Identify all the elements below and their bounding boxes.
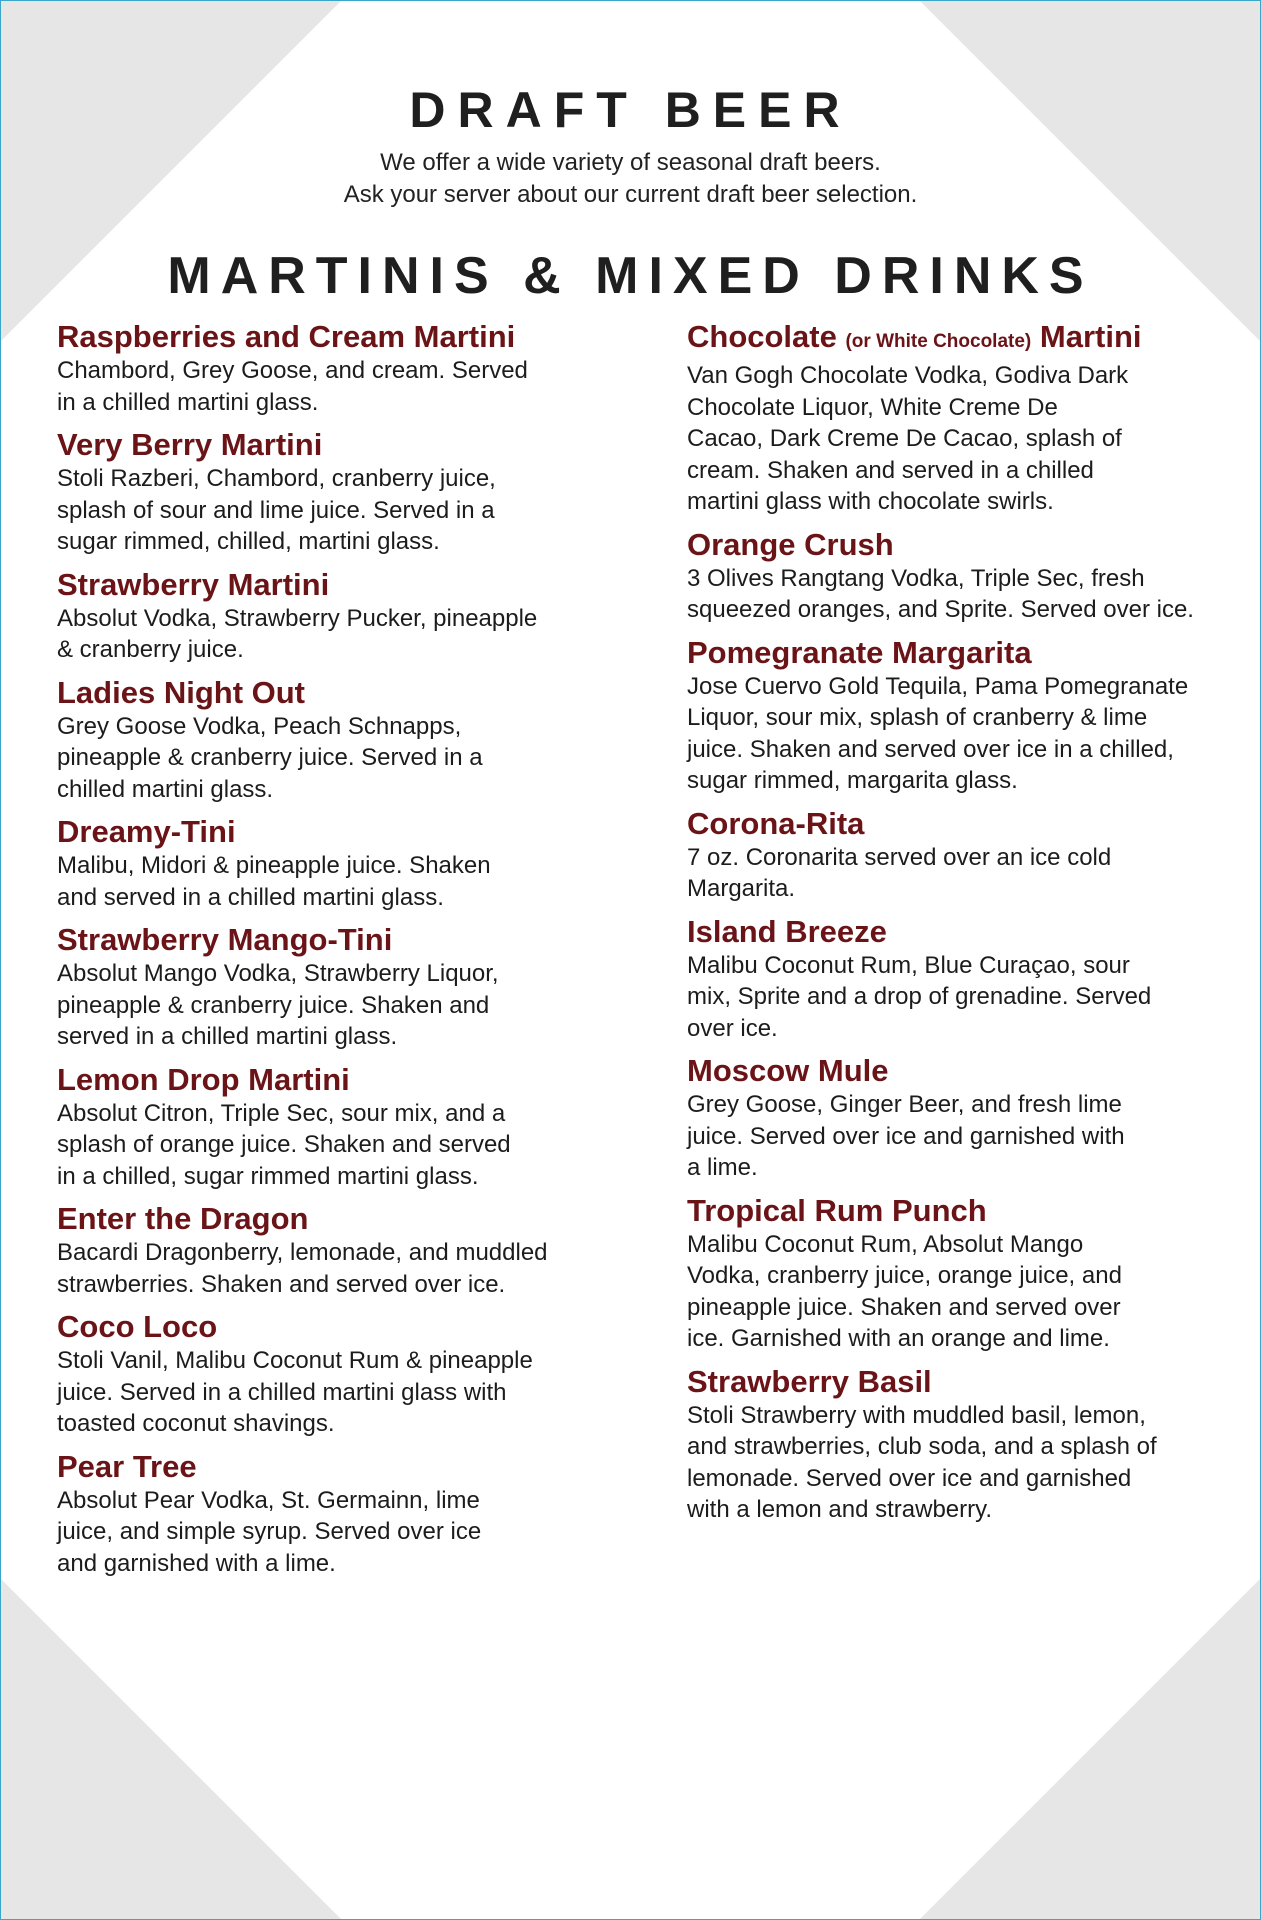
drink-description-line: in a chilled martini glass. [57, 388, 319, 416]
drink-description-line: Absolut Citron, Triple Sec, sour mix, and a [57, 1099, 506, 1127]
drink-name-start: Chocolate [687, 319, 837, 354]
drink-description-line: juice. Served over ice and garnished with [687, 1122, 1125, 1150]
draft-beer-line: We offer a wide variety of seasonal draft beers. [380, 149, 881, 176]
drink-description-line: Stoli Strawberry with muddled basil, lemon, [687, 1401, 1146, 1429]
drink-item [687, 806, 1227, 905]
drink-description-line: Absolut Pear Vodka, St. Germainn, lime [57, 1486, 480, 1514]
drink-item [687, 1193, 1227, 1355]
drink-description [57, 603, 617, 666]
drink-description [687, 360, 1227, 518]
drink-description-line: cream. Shaken and served in a chilled [687, 456, 1094, 484]
drink-description-line: lemonade. Served over ice and garnished [687, 1464, 1132, 1492]
drink-name: Lemon Drop Martini [57, 1061, 350, 1097]
drink-description [57, 1485, 617, 1580]
drink-description-line: sugar rimmed, chilled, martini glass. [57, 528, 440, 555]
drink-description-line: and strawberries, club soda, and a splash of [687, 1433, 1157, 1460]
drink-description-line: 3 Olives Rangtang Vodka, Triple Sec, fresh [687, 564, 1145, 592]
drink-name: Tropical Rum Punch [687, 1192, 987, 1228]
drink-description-line: Bacardi Dragonberry, lemonade, and muddled [57, 1239, 548, 1266]
drink-description-line: juice, and simple syrup. Served over ice [57, 1518, 482, 1545]
drink-description-line: served in a chilled martini glass. [57, 1023, 398, 1050]
drink-description-line: Vodka, cranberry juice, orange juice, and [687, 1262, 1122, 1289]
drink-item [57, 922, 617, 1053]
drink-description-line: pineapple & cranberry juice. Shaken and [57, 991, 490, 1019]
drink-name: Corona-Rita [687, 805, 865, 841]
drink-description-line: Liquor, sour mix, splash of cranberry & lime [687, 704, 1148, 731]
drink-name: Strawberry Martini [57, 566, 330, 602]
drink-name: Raspberries and Cream Martini [57, 319, 516, 354]
drink-description-line: and garnished with a lime. [57, 1549, 336, 1577]
drink-name: Strawberry Mango-Tini [57, 922, 393, 957]
drink-description [57, 1237, 617, 1300]
drink-item [687, 527, 1227, 626]
drink-description [687, 1229, 1227, 1355]
drink-description-line: squeezed oranges, and Sprite. Served over ice. [687, 596, 1194, 623]
drink-description [57, 850, 617, 913]
drink-description-line: Grey Goose Vodka, Peach Schnapps, [57, 712, 462, 740]
drink-description-line: Chambord, Grey Goose, and cream. Served [57, 357, 528, 384]
drink-item [57, 1062, 617, 1193]
drink-description-line: 7 oz. Coronarita served over an ice cold [687, 843, 1112, 871]
drink-description [57, 1098, 617, 1193]
drink-item [687, 635, 1227, 797]
drinks-column-right [687, 319, 1227, 1535]
drink-description-line: Malibu Coconut Rum, Absolut Mango [687, 1230, 1084, 1258]
drink-description [687, 842, 1227, 905]
drink-description-line: Absolut Vodka, Strawberry Pucker, pineapple [57, 604, 538, 632]
drink-item [57, 567, 617, 666]
drink-description-line: juice. Served in a chilled martini glass with [57, 1378, 507, 1406]
drink-description-line: Chocolate Liquor, White Creme De [687, 393, 1058, 421]
drink-description-line: with a lemon and strawberry. [687, 1496, 993, 1523]
drink-description-line: ice. Garnished with an orange and lime. [687, 1325, 1110, 1352]
drink-description [687, 1089, 1227, 1184]
drink-item [687, 914, 1227, 1045]
drink-name-end: Martini [1039, 319, 1142, 354]
drink-description-line: splash of orange juice. Shaken and served [57, 1131, 511, 1158]
drink-description [57, 1345, 617, 1440]
mixed-drinks-title: MARTINIS & MIXED DRINKS [167, 247, 1094, 305]
drink-description-line: pineapple & cranberry juice. Served in a [57, 744, 483, 771]
drink-name: Pomegranate Margarita [687, 634, 1032, 670]
drink-description [57, 463, 617, 558]
drink-description-line: mix, Sprite and a drop of grenadine. Served [687, 983, 1152, 1010]
drink-description-line: martini glass with chocolate swirls. [687, 488, 1054, 515]
drink-item [57, 814, 617, 913]
drink-description [57, 958, 617, 1053]
drink-description-line: strawberries. Shaken and served over ice. [57, 1270, 506, 1298]
drink-description-line: Stoli Razberi, Chambord, cranberry juice, [57, 465, 496, 492]
drinks-column-left [57, 319, 617, 1588]
drink-item [57, 319, 617, 418]
drink-name: Strawberry Basil [687, 1363, 932, 1399]
drink-name: Orange Crush [687, 526, 894, 562]
drink-item [687, 1053, 1227, 1184]
drink-name: Coco Loco [57, 1309, 218, 1344]
drink-name: Pear Tree [57, 1448, 197, 1484]
drink-description [57, 355, 617, 418]
drink-description-line: Malibu Coconut Rum, Blue Curaçao, sour [687, 951, 1130, 979]
drink-description-line: in a chilled, sugar rimmed martini glass. [57, 1162, 479, 1190]
menu-content [1, 1, 1260, 1919]
drink-description-line: chilled martini glass. [57, 775, 274, 803]
drink-description [687, 950, 1227, 1045]
drink-name: Enter the Dragon [57, 1201, 309, 1236]
drink-description-line: Grey Goose, Ginger Beer, and fresh lime [687, 1091, 1122, 1118]
drink-name [687, 319, 1227, 360]
drink-item [57, 427, 617, 558]
drink-item [57, 675, 617, 806]
drink-item [57, 1449, 617, 1580]
drink-name: Ladies Night Out [57, 674, 305, 710]
drink-description-line: over ice. [687, 1014, 778, 1042]
drink-description-line: pineapple juice. Shaken and served over [687, 1293, 1121, 1321]
drink-name: Moscow Mule [687, 1053, 889, 1088]
drink-description [57, 711, 617, 806]
drink-description-line: splash of sour and lime juice. Served in a [57, 496, 495, 524]
drink-description-line: a lime. [687, 1154, 758, 1181]
drink-description [687, 1400, 1227, 1526]
drink-name: Dreamy-Tini [57, 814, 236, 849]
drink-description-line: Malibu, Midori & pineapple juice. Shaken [57, 852, 491, 879]
drink-description-line: Cacao, Dark Creme De Cacao, splash of [687, 425, 1122, 452]
drink-item [687, 1364, 1227, 1526]
drink-description-line: Margarita. [687, 875, 796, 902]
draft-beer-description [1, 147, 1260, 211]
drink-description-line: Stoli Vanil, Malibu Coconut Rum & pineapple [57, 1347, 533, 1374]
drink-description-line: sugar rimmed, margarita glass. [687, 767, 1018, 794]
drink-name: Island Breeze [687, 913, 887, 949]
drink-description-line: & cranberry juice. [57, 636, 244, 663]
drink-description-line: toasted coconut shavings. [57, 1410, 335, 1437]
drink-item [57, 1309, 617, 1440]
drink-description-line: and served in a chilled martini glass. [57, 883, 444, 911]
drink-description-line: Absolut Mango Vodka, Strawberry Liquor, [57, 960, 499, 987]
drink-description-line: Van Gogh Chocolate Vodka, Godiva Dark [687, 362, 1129, 389]
drink-item [57, 1201, 617, 1300]
draft-beer-title: DRAFT BEER [409, 82, 852, 138]
drink-description-line: juice. Shaken and served over ice in a chilled, [687, 735, 1174, 763]
drink-description [687, 671, 1227, 797]
drink-item [687, 319, 1227, 518]
drink-description-line: Jose Cuervo Gold Tequila, Pama Pomegranate [687, 672, 1189, 700]
drink-description [687, 563, 1227, 626]
drink-name: Very Berry Martini [57, 427, 323, 462]
draft-beer-line: Ask your server about our current draft beer selection. [343, 181, 918, 208]
drink-name-variant: (or White Chocolate) [845, 331, 1032, 352]
